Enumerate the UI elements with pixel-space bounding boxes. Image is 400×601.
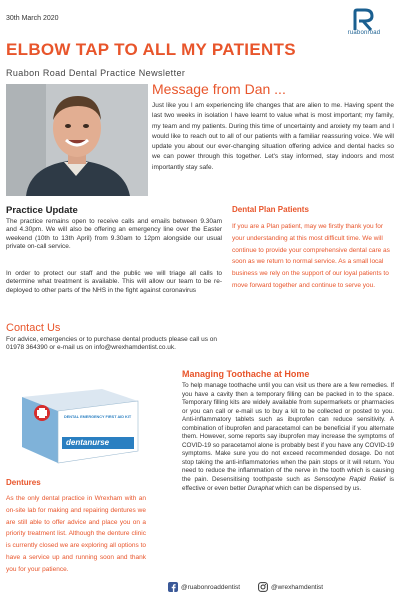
toothache-heading: Managing Toothache at Home [182,369,310,379]
message-title: Message from Dan ... [152,81,286,97]
newsletter-subtitle: Ruabon Road Dental Practice Newsletter [6,68,186,78]
product-duraphat: Duraphat [247,484,274,492]
contact-heading: Contact Us [6,322,61,334]
dentures-body: As the only dental practice in Wrexham with an on-site lab for making and repairing dentures we are still able to offer advice and place you on a priority treatment list. Although the denture clinic is currently closed we are exploring all options to have a service up and running soon and thank you for your patience. [6,495,146,573]
practice-update-heading: Practice Update [6,205,78,216]
newsletter-headline: ELBOW TAP TO ALL MY PATIENTS [6,40,296,59]
dental-plan-body: If you are a Plan patient, may we firstly thank you for your understanding at this most difficult time. We will continue to provide your comprehensive dental care as soon as we return to normal service. As a small local business we rely on the support of our loyal patients to move forward together and continue to serve you. [232,223,390,289]
dental-plan-heading: Dental Plan Patients [232,205,309,214]
toothache-text-2: is effective or even better [182,476,394,492]
instagram-handle[interactable]: @wrexhamdentist [271,583,324,591]
kit-box-small-text: DENTAL EMERGENCY FIRST AID KIT [64,415,132,419]
instagram-icon[interactable] [258,582,268,592]
dentist-photo [6,84,148,196]
toothache-text-1: To help manage toothache until you can visit us there are a few remedies. If you have a cavity then a temporary filling can be packed in to the space. Temporary filling kits are widely available from supermarkets or pharmacies or you can call or e-mail us to buy a kit to be collected or posted to you. Anti-inflammatory tablets such as ibuprofen can reduce sensitivity. A combination of ibuprofen and paracetamol can be beneficial if you alternate them. However, some reports say ibuprofen may increase the symptoms of COVID-19 so paracetamol alone is probably best if you have any COVID-19 symptoms. Make sure you do not exceed recommended dosage. Do not stop taking the anti-inflammatories when the pain stops or it will return. You need to reduce the inflammation of the nerve in the tooth which is causing the pain. Desensitising toothpaste such as [182,382,394,484]
toothache-text-3: which can be dispensed by us. [273,484,362,492]
social-links [168,581,323,593]
facebook-handle[interactable]: @ruabonroaddentist [181,583,240,591]
dentures-heading: Dentures [6,478,41,487]
facebook-icon[interactable] [168,582,178,592]
newsletter-date: 30th March 2020 [6,15,59,22]
logo-r-mark-icon [350,8,378,32]
practice-update-paragraph-1: The practice remains open to receive calls and emails between 9.30am and 4.30pm. We will also be offering an emergency line over the Easter weekend (10th to 13th April) from 9.30am to 12pm alongside our usual private on-call service. [6,218,222,251]
product-sensodyne: Sensodyne Rapid Relief [314,476,386,484]
message-body: Just like you I am experiencing life changes that are alien to me. Having spent the last two weeks in isolation I have learnt to value what is most important; my family, my team and my patients. During this time of uncertainty and anxiety my team and I would like to reach out to all of our patients with a familiar reassuring voice. We will update you about our ever-changing situation offering advice and dental hacks so we can power through this together. Let's stay informed, stay indoors and most importantly stay safe. [152,102,394,171]
toothache-body [182,382,394,493]
practice-update-paragraph-2: In order to protect our staff and the public we will triage all calls to determine what treatment is available. This will allow our team to be re-deployed to other parts of the NHS in the fight against coronavirus [6,270,222,294]
dentanurse-kit-image [6,371,146,467]
contact-body: For advice, emergencies or to purchase dental products please call us on 01978 364390 or e-mail us on info@wrexhamdentist.co.uk. [6,336,218,352]
logo-text: ruabonroad [347,30,381,36]
kit-box-front-label: dentanurse [66,438,110,447]
practice-logo [334,8,394,40]
